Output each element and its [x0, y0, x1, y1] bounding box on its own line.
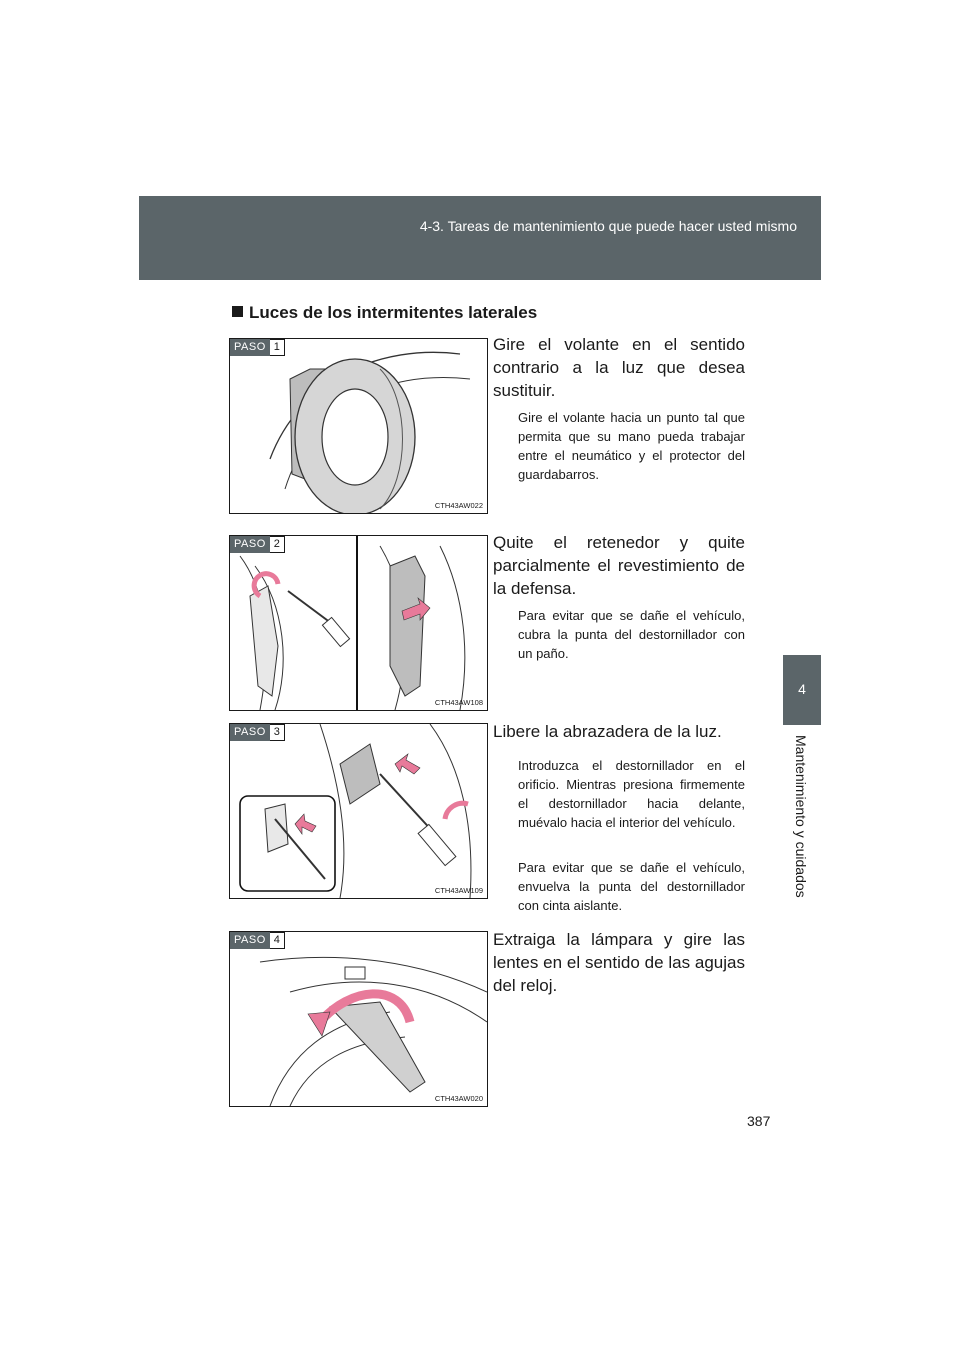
tire-illustration: [230, 339, 487, 513]
chapter-header-title: 4-3. Tareas de mantenimiento que puede hacer usted mismo: [419, 218, 797, 234]
step-badge-number: 1: [270, 339, 285, 356]
step-badge-label: PASO: [230, 724, 270, 741]
chapter-tab: [783, 655, 821, 725]
step-4-instruction: Extraiga la lámpara y gire las lentes en el sentido de las agujas del reloj.: [493, 930, 745, 995]
page-number: 387: [747, 1113, 771, 1129]
figure-step-2: [229, 535, 488, 711]
section-title-text: Luces de los intermitentes laterales: [249, 303, 538, 322]
step-3-note-2: Para evitar que se dañe el vehículo, envuelva la punta del destornillador con cinta aislante.: [518, 860, 745, 913]
step-badge-number: 3: [270, 724, 285, 741]
step-1-note: Gire el volante hacia un punto tal que permita que su mano pueda trabajar entre el neumático y el protector del guardabarros.: [518, 410, 745, 482]
step-badge-number: 4: [270, 932, 285, 949]
lamp-lens-illustration: [230, 932, 487, 1106]
chapter-tab-label: [783, 735, 821, 905]
figure-step-3: [229, 723, 488, 899]
square-bullet-icon: [232, 306, 243, 317]
chapter-header: [139, 196, 821, 280]
step-badge-2: [230, 536, 285, 553]
figure-code: CTH43AW109: [434, 886, 483, 895]
chapter-tab-number: 4: [798, 681, 806, 697]
figure-step-4: [229, 931, 488, 1107]
step-badge-1: [230, 339, 285, 356]
step-badge-label: PASO: [230, 536, 270, 553]
figure-code: CTH43AW022: [434, 501, 483, 510]
step-3-instruction: Libere la abrazadera de la luz.: [493, 722, 722, 741]
bumper-retainer-illustration: [230, 536, 487, 710]
step-badge-4: [230, 932, 285, 949]
chapter-tab-label-text: Mantenimiento y cuidados: [793, 735, 809, 898]
light-clamp-illustration: [230, 724, 487, 898]
figure-code: CTH43AW020: [434, 1094, 483, 1103]
side-tab-spacer: [783, 280, 821, 655]
section-title: [232, 303, 537, 323]
step-3-note-1: Introduzca el destornillador en el orificio. Mientras presiona firmemente el destornillador hacia delante, muévalo hacia el interior del vehículo.: [518, 758, 745, 830]
step-1-instruction: Gire el volante en el sentido contrario a la luz que desea sustituir.: [493, 335, 745, 400]
step-badge-3: [230, 724, 285, 741]
step-2-instruction: Quite el retenedor y quite parcialmente el revestimiento de la defensa.: [493, 533, 745, 598]
figure-code: CTH43AW108: [434, 698, 483, 707]
figure-step-1: [229, 338, 488, 514]
step-badge-number: 2: [270, 536, 285, 553]
step-badge-label: PASO: [230, 339, 270, 356]
step-2-note: Para evitar que se dañe el vehículo, cubra la punta del destornillador con un paño.: [518, 608, 745, 661]
step-badge-label: PASO: [230, 932, 270, 949]
